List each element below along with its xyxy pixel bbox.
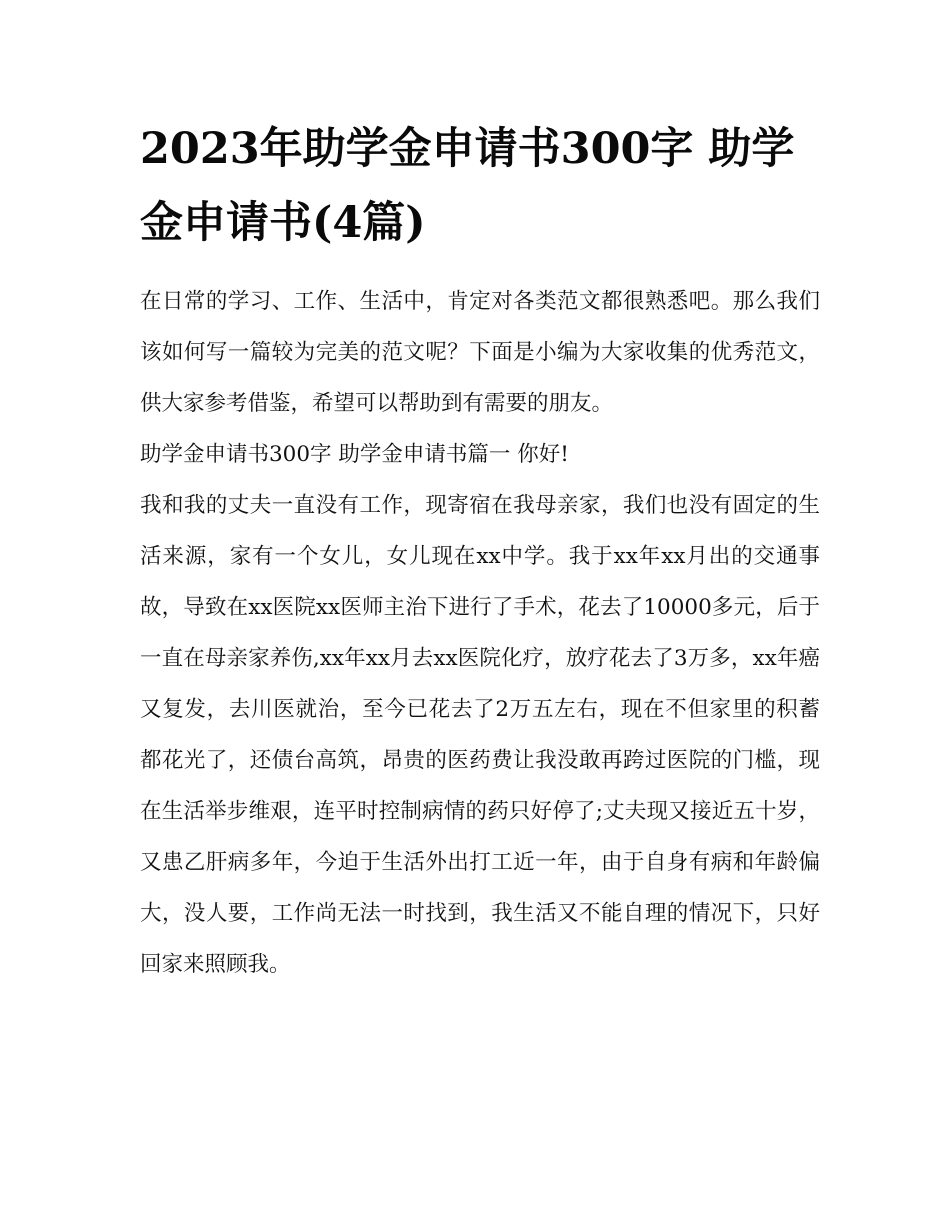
intro-paragraph: 在日常的学习、工作、生活中，肯定对各类范文都很熟悉吧。那么我们该如何写一篇较为完美的范文呢？下面是小编为大家收集的优秀范文，供大家参考借鉴，希望可以帮助到有需要的朋友。 [140,289,820,416]
letter-body-paragraph: 我和我的丈夫一直没有工作，现寄宿在我母亲家，我们也没有固定的生活来源，家有一个女儿，女儿现在xx中学。我于xx年xx月出的交通事故，导致在xx医院xx医师主治下进行了手术，花去了10000多元，后于一直在母亲家养伤,xx年xx月去xx医院化疗，放疗花去了3万多，xx年癌又复发，去川医就治，至今已花去了2万五左右，现在不但家里的积蓄都花光了，还债台高筑，昂贵的医药费让我没敢再跨过医院的门槛，现在生活举步维艰，连平时控制病情的药只好停了;丈夫现又接近五十岁，又患乙肝病多年，今迫于生活外出打工近一年，由于自身有病和年龄偏大，没人要，工作尚无法一时找到，我生活又不能自理的情况下，只好回家来照顾我。 [140,493,820,977]
document-body [140,276,820,990]
document-title: 2023年助学金申请书300字 助学金申请书(4篇) [140,124,795,248]
section-heading-paragraph: 助学金申请书300字 助学金申请书篇一 你好! [140,442,569,467]
